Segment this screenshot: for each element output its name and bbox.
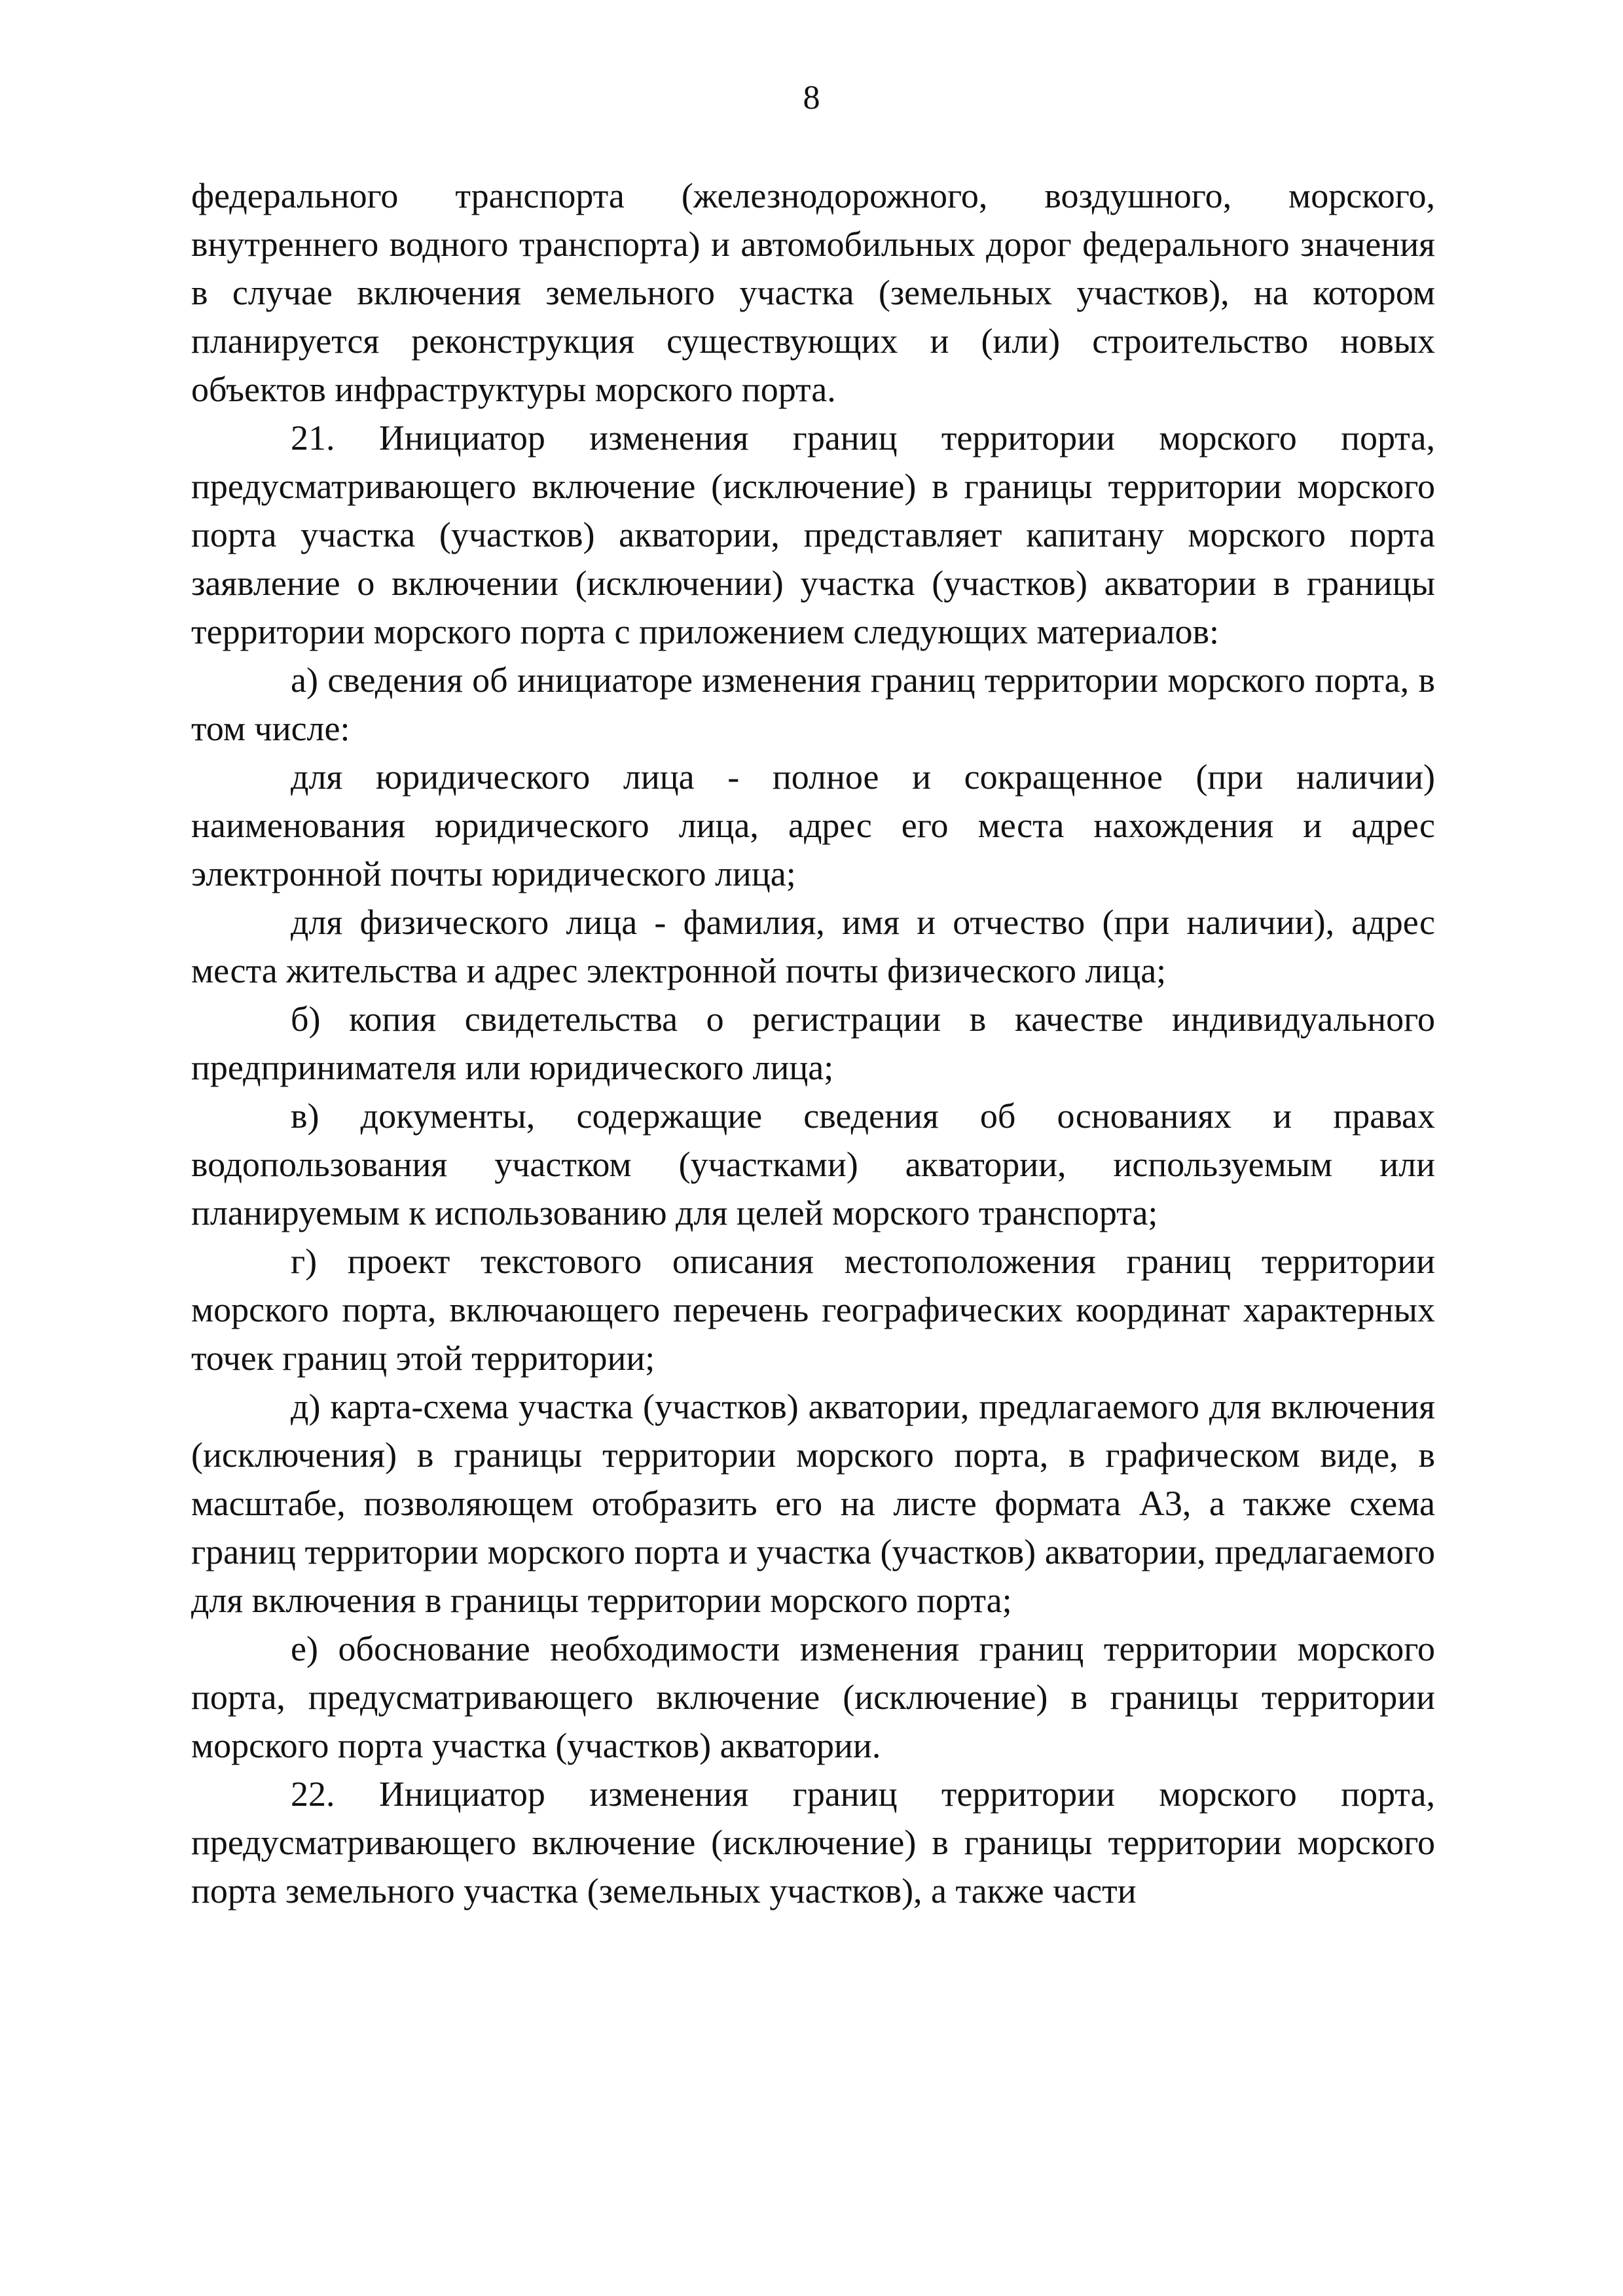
list-item-a: а) сведения об инициаторе изменения границ территории морского порта, в том числе: bbox=[191, 660, 1435, 748]
sub-item-individual: для физического лица - фамилия, имя и отчество (при наличии), адрес места жительства и адрес электронной почты физического лица; bbox=[191, 903, 1435, 990]
paragraph-21: 21. Инициатор изменения границ территории морского порта, предусматривающего включение (исключение) в границы территории морского порта участка (участков) акватории, представляет капитану морского порта заявление о включении (исключении) участка (участков) акватории в границы территории морского порта с приложением следующих материалов: bbox=[191, 418, 1435, 651]
sub-item-legal-entity: для юридического лица - полное и сокращенное (при наличии) наименования юридического лица, адрес его места нахождения и адрес электронной почты юридического лица; bbox=[191, 757, 1435, 893]
list-item-e: е) обоснование необходимости изменения границ территории морского порта, предусматривающего включение (исключение) в границы территории морского порта участка (участков) акватории. bbox=[191, 1629, 1435, 1765]
paragraph-22: 22. Инициатор изменения границ территории морского порта, предусматривающего включение (исключение) в границы территории морского порта земельного участка (земельных участков), а также части bbox=[191, 1774, 1435, 1910]
list-item-d: д) карта-схема участка (участков) акватории, предлагаемого для включения (исключения) в границы территории морского порта, в графическом виде, в масштабе, позволяющем отобразить его на листе формата А3, а также схема границ территории морского порта и участка (участков) акватории, предлагаемого для включения в границы территории морского порта; bbox=[191, 1387, 1435, 1620]
list-item-v: в) документы, содержащие сведения об основаниях и правах водопользования участком (участками) акватории, используемым или планируемым к использованию для целей морского транспорта; bbox=[191, 1096, 1435, 1232]
list-item-b: б) копия свидетельства о регистрации в качестве индивидуального предпринимателя или юридического лица; bbox=[191, 999, 1435, 1087]
page-number: 8 bbox=[803, 79, 820, 117]
paragraph-continuation: федерального транспорта (железнодорожного, воздушного, морского, внутреннего водного транспорта) и автомобильных дорог федерального значения в случае включения земельного участка (земельных участков), на котором планируется реконструкция существующих и (или) строительство новых объектов инфраструктуры морского порта. bbox=[191, 176, 1435, 409]
list-item-g: г) проект текстового описания местоположения границ территории морского порта, включающего перечень географических координат характерных точек границ этой территории; bbox=[191, 1242, 1435, 1378]
document-body bbox=[191, 171, 1435, 1915]
